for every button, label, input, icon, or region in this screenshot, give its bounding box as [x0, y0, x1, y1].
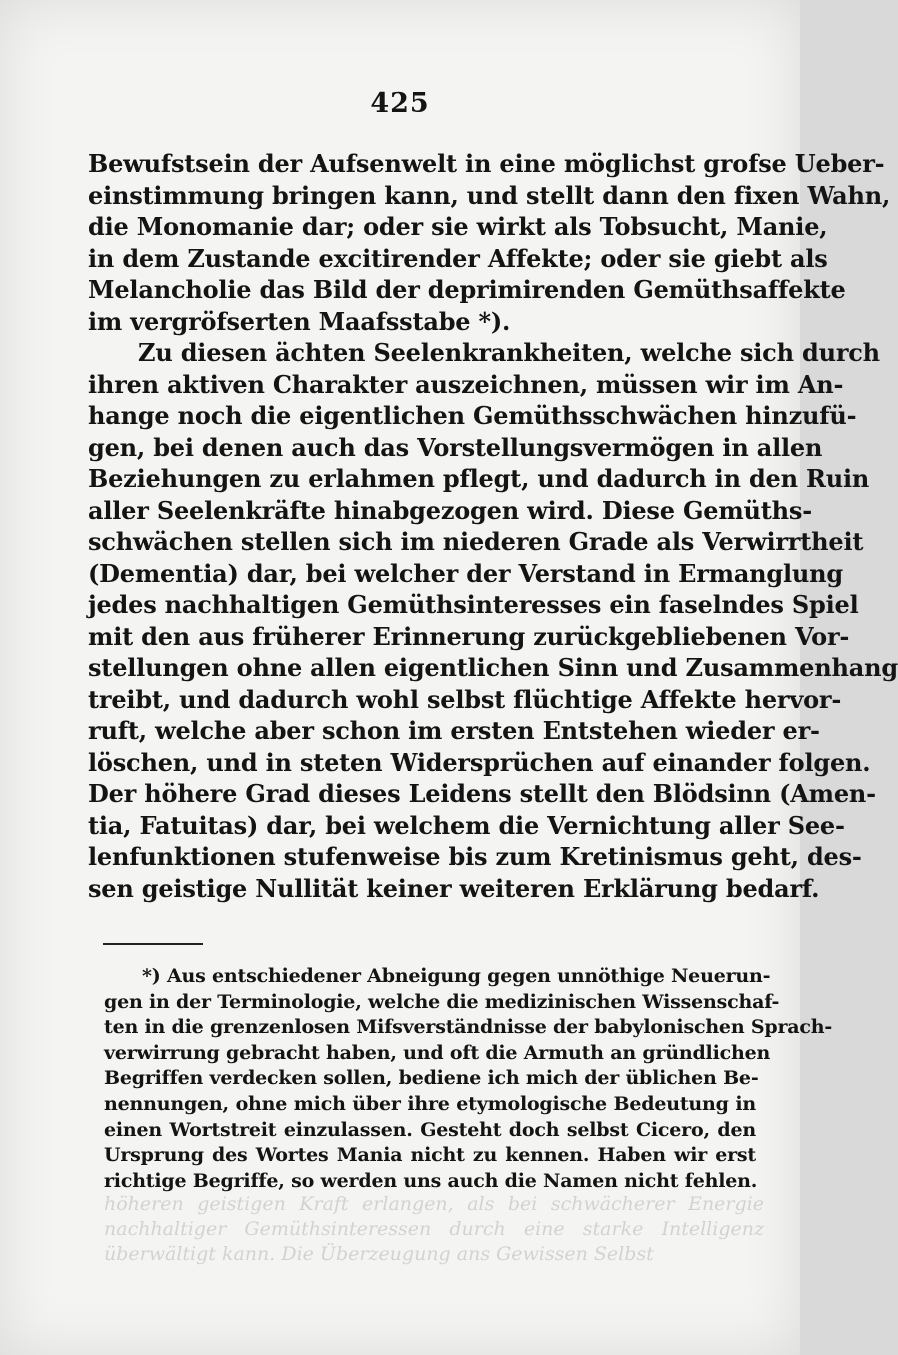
text-line: einstimmung bringen kann, und stellt dann den fixen Wahn, — [88, 180, 891, 210]
text-line: Bewufstsein der Aufsenwelt in eine möglichst grofse Ueber- — [88, 149, 885, 178]
footnote-line: nennungen, ohne mich über ihre etymologische Bedeutung in — [104, 1092, 756, 1115]
footnote-line: Begriffen verdecken sollen, bediene ich mich der üblichen Be- — [104, 1067, 759, 1090]
text-line: stellungen ohne allen eigentlichen Sinn und Zusammenhang — [88, 653, 898, 682]
footnote-line: gen in der Terminologie, welche die medizinischen Wissenschaf- — [104, 990, 780, 1013]
main-text — [88, 148, 898, 904]
text-line: Melancholie das Bild der deprimirenden Gemüthsaffekte — [88, 275, 846, 304]
text-line: gen, bei denen auch das Vorstellungsvermögen in allen — [88, 432, 823, 462]
text-line: Der höhere Grad dieses Leidens stellt den Blödsinn (Amen- — [88, 779, 876, 808]
text-line: schwächen stellen sich im niederen Grade als Verwirrtheit — [88, 527, 864, 556]
text-line: hange noch die eigentlichen Gemüthsschwächen hinzufü- — [88, 401, 857, 430]
show-through-line: nachhaltiger Gemüthsinteressen durch eine starke Intelligenz — [104, 1218, 764, 1240]
page-number: 425 — [370, 88, 430, 119]
text-line: jedes nachhaltigen Gemüthsinteresses ein faselndes Spiel — [88, 590, 859, 619]
text-line: im vergröfserten Maafsstabe *). — [88, 306, 511, 336]
text-line: (Dementia) dar, bei welcher der Verstand in Ermanglung — [88, 558, 844, 588]
text-line: mit den aus früherer Erinnerung zurückgebliebenen Vor- — [88, 621, 850, 651]
footnote-line: verwirrung gebracht haben, und oft die Armuth an gründlichen — [104, 1041, 771, 1064]
text-line: löschen, und in steten Widersprüchen auf einander folgen. — [88, 747, 871, 777]
show-through-line: überwältigt kann. Die Überzeugung ans Gewissen Selbst — [104, 1243, 654, 1265]
text-line: sen geistige Nullität keiner weiteren Erklärung bedarf. — [88, 873, 820, 903]
show-through-line: höheren geistigen Kraft erlangen, als bei schwächerer Energie — [104, 1193, 764, 1215]
text-line: tia, Fatuitas) dar, bei welchem die Vernichtung aller See- — [88, 810, 845, 840]
footnote-line: *) Aus entschiedener Abneigung gegen unnöthige Neuerun- — [142, 965, 771, 987]
text-line: lenfunktionen stufenweise bis zum Kretinismus geht, des- — [88, 842, 862, 871]
text-line: in dem Zustande excitirender Affekte; oder sie giebt als — [88, 243, 828, 273]
text-line: aller Seelenkräfte hinabgezogen wird. Diese Gemüths- — [88, 495, 812, 525]
text-line: ihren aktiven Charakter auszeichnen, müssen wir im An- — [88, 369, 844, 399]
text-line: ruft, welche aber schon im ersten Entstehen wieder er- — [88, 716, 820, 745]
footnote-line: ten in die grenzenlosen Mifsverständnisse der babylonischen Sprach- — [104, 1016, 833, 1039]
footnote — [104, 964, 833, 1194]
footnote-line: einen Wortstreit einzulassen. Gesteht doch selbst Cicero, den — [104, 1118, 756, 1141]
text-line: treibt, und dadurch wohl selbst flüchtige Affekte hervor- — [88, 684, 842, 714]
footnote-line: Ursprung des Wortes Mania nicht zu kennen. Haben wir erst — [104, 1144, 756, 1167]
text-line: die Monomanie dar; oder sie wirkt als Tobsucht, Manie, — [88, 212, 828, 241]
show-through-text — [104, 1192, 764, 1267]
footnote-line: richtige Begriffe, so werden uns auch die Namen nicht fehlen. — [104, 1169, 758, 1192]
text-line: Zu diesen ächten Seelenkrankheiten, welche sich durch — [138, 338, 880, 367]
footnote-separator — [103, 943, 203, 945]
text-line: Beziehungen zu erlahmen pflegt, und dadurch in den Ruin — [88, 464, 870, 493]
